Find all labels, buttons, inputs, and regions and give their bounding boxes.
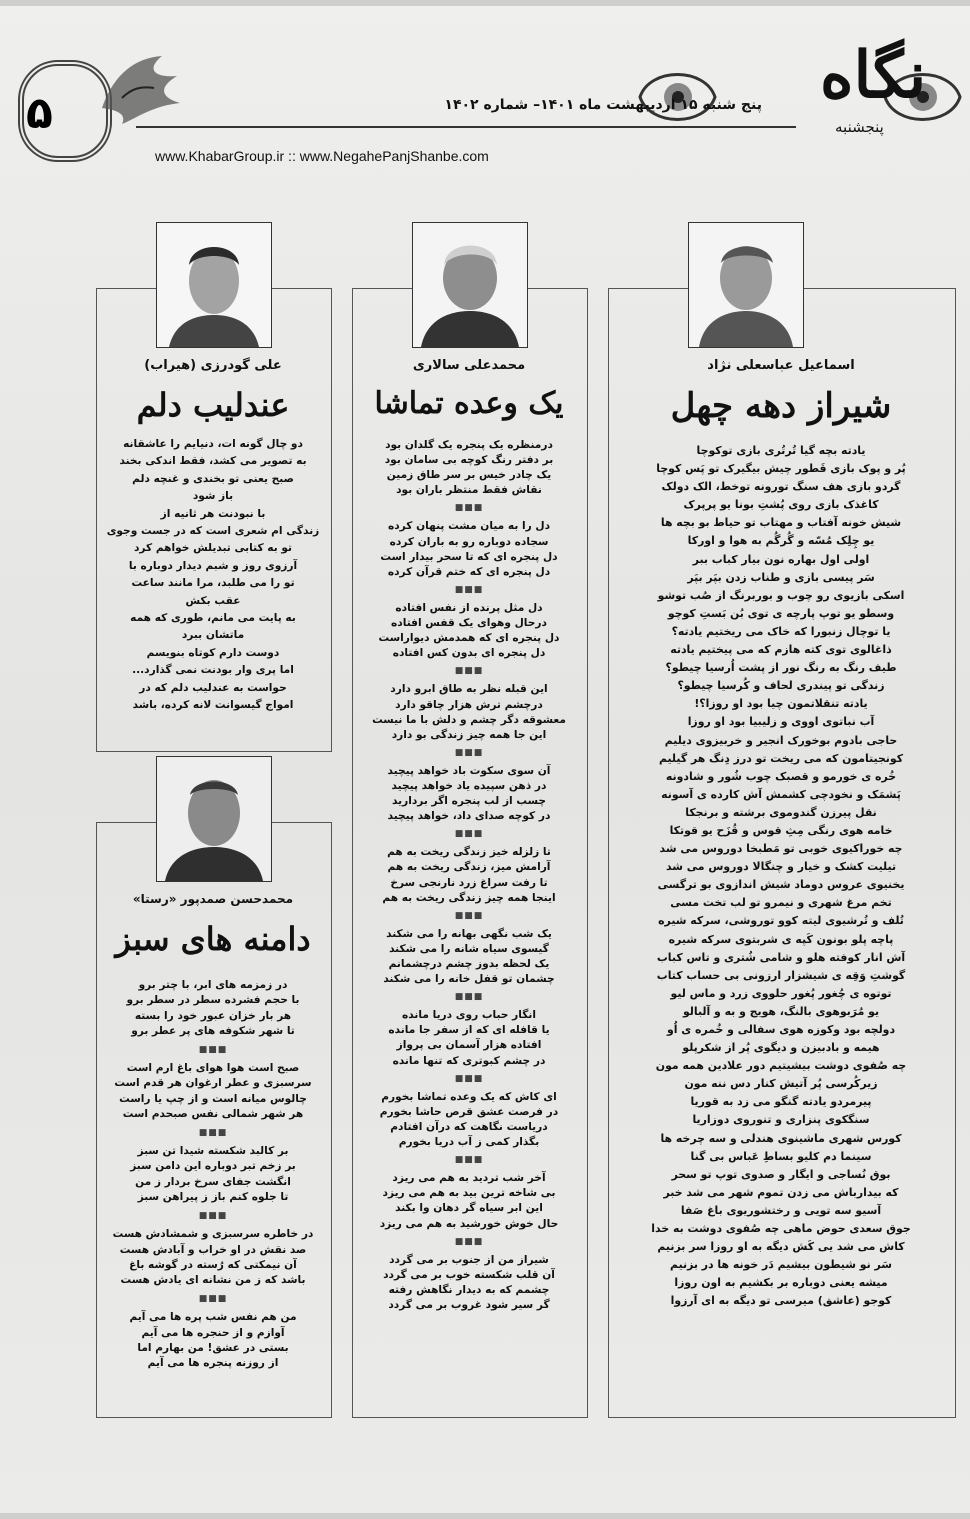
stanza-separator: ■■■ [198,1293,228,1304]
poem-line: تخم مرغ شهری و نیمرو تو لب تخت مسی [670,896,892,910]
stanza-separator: ■■■ [198,1210,228,1221]
poem-line: بستی در عشق! من بهارم اما [137,1341,289,1354]
phoenix-icon [92,48,184,128]
poem-line: زندگی ام شعری است که در جست وجوی [106,525,320,538]
poem-line: افتاده هزار آسمان بی پرواز [396,1039,542,1052]
poem-line: چسب از لب پنجره اگر بردارید [392,795,546,808]
poem-line: گر سیر شود غروب بر می گردد [388,1298,550,1311]
poem-line: که بیدارباش می زدن تموم شهر می شد خبر [663,1185,899,1199]
poem-line: تو را می طلبد، مرا مانند ساعت [131,577,295,590]
poem-line: باشد که ز من نشانه ای یادش هست [120,1274,306,1287]
poem-line: تا رفت سراغ زرد نارنجی سرخ [390,876,548,889]
poem-line: در خاطره سرسبزی و شمشادش هست [112,1228,314,1241]
poem-line: هیمه و بادبیزن و دیگوی پُر از شکرپلو [682,1041,880,1055]
poem-line: پاچه پلو بونون کَپه ی شربتوی سرکه شیره [668,932,894,946]
poem-line: با حجم فشرده سطر در سطر برو [126,994,300,1007]
poem-line: کاش می شد یی کَش دیگه به او روزا سر بزنیم [657,1240,905,1254]
author-photo [156,756,272,882]
poem-line: دوست دارم کوتاه بنویسم [146,646,280,659]
poem-line: یو چِلِک مُسّه و گُرگُم به هوا و اورکا [687,534,875,548]
stanza-separator: ■■■ [454,1236,484,1247]
poem-line: زیرکُرسی پُر آتیش کنار دس ننه مون [684,1077,878,1091]
portrait-icon [157,223,271,347]
poem-line: سَر پیسی بازی و طناب زدن بپَر بپَر [687,570,875,584]
stanza-separator: ■■■ [454,992,484,1003]
poem-line: دریاست نگاهت که درآن افتادم [390,1120,548,1133]
poem-line: در زمزمه های ابر، با چتر برو [138,979,288,991]
issue-date-line: پنج شنبه ۱۵ اردیبهشت ماه ۱۴۰۱– شماره ۱۴۰۲ [444,97,762,113]
poem-author: علی گودرزی (هیراب) [144,358,282,373]
poem-line: ای کاش که یک وعده تماشا بخورم [381,1090,557,1103]
stanza-separator: ■■■ [454,503,484,514]
poem-line: در کوچه صدای داد، خواهد پیچید [387,810,551,823]
poem-line: گوشتِ وَقِه ی شیشزار ارزونی بی حساب کتاب [656,968,906,982]
poem-line: تا زلزله خیز زندگی ریخت به هم [387,846,551,859]
poem-line: انگار حباب روی دریا مانده [402,1009,536,1022]
poem-line: کورس شهری ماشینوی هندلی و سه چرخه ها [660,1131,902,1145]
poem-line: دل مثل پرنده از نفس افتاده [395,601,543,614]
poem-line: صبح یعنی تو بخندی و غنچه دلم [132,472,294,485]
poem-line: یادته بچه گیا تُرتُری بازی توکوچا [696,444,866,457]
stanza-separator: ■■■ [454,829,484,840]
page-number: ۵ [26,88,53,139]
poem-line: زندگی تو پیندری لحاف و کُرسیا چیطو؟ [677,679,885,693]
poem-body [106,978,320,1372]
poem-author: اسماعیل عباسعلی نژاد [707,358,855,373]
poem-line: حال خوش خورشید به هم می ریزد [379,1217,559,1230]
poem-line: وسطو یو توپ پارچه ی توی بُن بَستِ کوچو [667,606,895,620]
poem-line: دل پنجره ای که تا سحر بیدار است [380,550,558,563]
poem-line: گردو بازی هف سنگ تورونه توخط، الک دولک [661,480,901,494]
website-urls: www.KhabarGroup.ir :: www.NegahePanjShanbe.com [155,148,489,164]
poem-line: با نبودنت هر ثانیه از [160,507,266,520]
poem-line: نقاش فقط منتظر باران بود [396,484,542,497]
poem-line: دولچه بود وکوزه هوی سفالی و خُمره ی اُو [666,1023,896,1036]
author-photo [412,222,528,348]
portrait-icon [689,223,803,347]
stanza-separator: ■■■ [198,1044,228,1055]
stanza-separator: ■■■ [454,1155,484,1166]
poem-line: آن سوی سکوت باد خواهد پیچید [387,764,551,777]
poem-line: صبح است هوا هوای باغ ارم است [126,1062,300,1075]
poem-line: حواست به عندلیب دلم که در [139,681,287,694]
poem-line: عقب بکش [185,594,241,607]
stanza-separator: ■■■ [198,1127,228,1138]
poem-body [362,438,576,1313]
poem-line: سَر نو شیطون بیشیم دَر خونه ها در بزنیم [670,1258,892,1272]
poem-line: در چشم کبوتری که تنها مانده [392,1054,546,1067]
poem-line: آن نیمکتی که رُسته در گوشه باغ [129,1258,297,1271]
poem-line: چالوس میانه است و از چپ یا راست [119,1092,307,1105]
poem-line: طیف رنگ به رنگ نور از پشت اُرسیا چیطو؟ [665,661,897,675]
poem-line: دل پنجره ای که ختم قرآن کرده [387,565,551,578]
poem-title: یک وعده تماشا [374,386,564,421]
poem-line: اینجا همه چیز زندگی ریخت به هم [382,891,556,904]
page-edge-bottom [0,1513,970,1519]
poem-line: کونجیتامون که می ریخت تو درز دِنگ هر گیلیم [658,751,904,765]
poem-line: تا جلوه کنم باز ز پیراهن سبز [137,1191,289,1204]
poem-line: ماتشان ببرد [181,629,245,642]
poem-line: بر دفتر رنگ کوچه بی سامان بود [384,454,554,467]
poem-line: یک شب نگهی بهانه را می شکند [386,927,552,940]
poem-line: شیراز من از جنوب بر می گردد [389,1253,549,1266]
poem-line: یک چادر خیس بر سر طاق زمین [386,469,552,482]
poem-body [106,436,320,715]
stanza-separator: ■■■ [454,584,484,595]
poem-line: جوق سعدی حوض ماهی چه صُفوی دوشت به خدا [651,1222,911,1236]
page-header [0,0,970,200]
poem-line: چشمان تو قفل خانه را می شکند [383,973,555,986]
poem-line: آخر شب تردید به هم می ریزد [392,1172,546,1185]
poem-line: امواج گیسوانت لانه کرده، باشد [132,699,294,712]
poem-line: در فرصت عشق قرص حاشا بخورم [379,1105,559,1118]
newspaper-logo: نگاه [820,38,927,113]
poem-line: باز شود [192,490,234,503]
poem-line: آن قلب شکسته خوب بر می گردد [383,1268,555,1281]
poem-line: کاغذک بازی روی پُشتِ بونا یو پرپرک [683,498,879,512]
poem-line: خُره ی خورمو و قصبک چوب شُور و شادونه [665,769,897,783]
poem-line: چه صُفوی دوشت بیشیتیم دور علادین همه مون [655,1059,907,1073]
poem-line: بگذار کمی ز آب دریا بخورم [398,1136,540,1149]
poem-line: معشوقه دگر چشم و دلش با ما نیست [372,713,566,726]
poem-line: تو به کتابی تبدیلش خواهم کرد [133,542,293,555]
poem-line: چشمم که به دیدار نگاهش رفته [388,1283,550,1296]
poem-line: این ابر سیاه گر دهان وا بکند [395,1202,543,1215]
poem-line: هر شهر شمالی نفس صبحدم است [122,1108,304,1121]
poem-line: یا قافله ای که از سفر جا مانده [388,1024,550,1037]
poem-line: درمنظره یک پنجره یک گلدان بود [385,439,553,451]
poem-title: شیراز دهه چهل [670,386,892,426]
poem-line: میشه یعنی دوباره بر بکشیم به اون روزا [674,1276,888,1290]
poem-line: دو چال گونه ات، دنیایم را عاشقانه [123,438,303,450]
poem-line: صد نقش در او خراب و آبادش هست [119,1243,307,1256]
poem-line: آش انار کوفته هلو و شامی شُتری و تاس کباب [656,950,906,964]
poem-line: خامه هوی رنگی مِثِ قوس و قُزَح یو قوتکا [669,823,893,837]
poem-line: آب نباتوی اووی و زلیبیا بود او روزا [687,715,875,729]
poem-line: به پایت می مانم، طوری که همه [130,612,296,625]
poem-line: از روزنه پنجره ها می آیم [147,1357,279,1370]
poem-line: یک لحظه بدوز چشم درچشمانم [388,958,550,970]
poem-line: دل را به میان مشت پنهان کرده [387,520,551,533]
poem-line: آسیو سه تویی و رختشوریوی باغ صَفا [680,1203,882,1217]
poem-line: اولی اول بهاره نون بیار کباب ببر [692,552,870,566]
poem-line: نقل پیرزن گندوموی برشته و برنجکا [685,805,877,819]
poem-line: یخنیوی عروس دوماد شیش اندازوی بو ترگسی [657,878,905,892]
poem-line: این جا همه چیز زندگی بو دارد [391,728,547,741]
portrait-icon [413,223,527,347]
poem-line: آرامش میز، زندگی ریخت به هم [387,861,551,874]
poem-line: بوق نُساجی و ایگار و صدوی توپ تو سحر [671,1167,891,1181]
poem-line: سرسبزی و عطر ارغوان هر قدم است [114,1077,312,1090]
poem-line: بر زخم تبر دوباره این دامن سبز [130,1160,296,1173]
stanza-separator: ■■■ [454,910,484,921]
author-photo [156,222,272,348]
poem-line: پَشمَک و نخودچی کشمش آش کارده ی آسونه [661,787,901,801]
poem-line: تیلیت کشک و خیار و چنگالا دوروس می شد [665,860,897,874]
poem-line: پُر و پوک بازی قَطور چیش بیگیرک تو پَس کوچا [656,462,906,476]
poem-line: ذاغالوی توی کته هازم که می پیختیم یادته [670,643,892,657]
poem-line: تا شهر شکوفه های پر عطر برو [131,1025,295,1038]
poem-line: شیش خونه آفتاب و مهتاب تو حیاط بو بچه ها [660,516,902,530]
poem-line: من هم نفس شب پره ها می آیم [129,1311,297,1324]
stanza-separator: ■■■ [454,1073,484,1084]
author-photo [688,222,804,348]
poem-author: محمدعلی سالاری [412,358,526,373]
poem-line: یو مُرَبوهوی بالنگ، هویج و به و آلبالو [682,1004,880,1018]
poem-line: پیرمردو یادته گنگو می زد به قوریا [690,1095,872,1109]
stanza-separator: ■■■ [454,666,484,677]
poem-body [618,442,944,1311]
poem-line: هر بار خزان عبور خود را بسته [134,1009,292,1022]
poem-line: این قبله نظر به طاق ابرو دارد [390,683,548,696]
poem-line: حاجی بادوم بوخورک انجیر و خربیزوی دیلیم [664,733,898,747]
poem-line: اسکی بازیوی رو چوب و بوربرنگ از صُب توشو [657,588,905,602]
poem-line: در ذهن سپیده یاد خواهد پیچید [391,779,547,792]
poem-line: آرزوی روز و شبم دیدار دوباره با [128,559,298,572]
poem-line: درحال وهوای یک قفس افتاده [391,617,547,630]
poem-line: بر کالبد شکسته شیدا تن سبز [137,1145,289,1158]
poem-line: توتوه ی چُغور پُغور حلووی زرد و ماس لیو [670,986,892,1000]
poem-line: درچشم ترش هزار چاقو دارد [395,698,543,711]
poem-line: گیسوی سیاه شانه را می شکند [389,942,549,955]
poem-line: بی شاخه ترین بید به هم می ریزد [382,1187,556,1200]
poem-line: انگشت جفای سرخ بردار ز من [135,1175,291,1188]
poem-line: به تصویر می کشد، فقط اندکی بخند [119,455,307,468]
poem-line: آوازم و از حنجره ها می آیم [141,1326,285,1339]
poem-line: سجاده دوباره رو به باران کرده [389,535,549,548]
poem-author: محمدحسن صمدپور «رستا» [132,892,294,906]
poem-line: دل پنجره ای که همدمش دیواراست [378,632,560,645]
poem-line: اما پری وار بودنت نمی گذارد... [132,664,294,677]
stanza-separator: ■■■ [454,747,484,758]
poem-line: یا توچال زنبورا که خاک می ریختیم یادته؟ [671,624,891,638]
poem-line: سینما دم کلیو بساطِ عَباس بی گنا [690,1149,872,1163]
poem-line: سنگکوی پنزاری و تنوروی دوزاریا [692,1113,870,1127]
poem-line: کوجو (عاشق) میرسی تو دیگه به ای آرزوا [670,1294,892,1308]
poem-line: تُلف و تُرشیوی لیته کوو توروشی، سرکه شیره [658,914,904,928]
poem-line: دل پنجره ای بدون کس افتاده [392,647,546,660]
poem-line: یادته تنقلاتمون چیا بود او روزا؟! [694,697,868,711]
newspaper-logo-subtitle: پنجشنبه [835,118,884,136]
poem-title: عندلیب دلم [136,386,290,424]
poem-title: دامنه های سبز [115,920,311,958]
portrait-icon [157,757,271,881]
poem-line: چه خوراکیوی خوبی تو مَطبخا دوروس می شد [659,842,903,856]
